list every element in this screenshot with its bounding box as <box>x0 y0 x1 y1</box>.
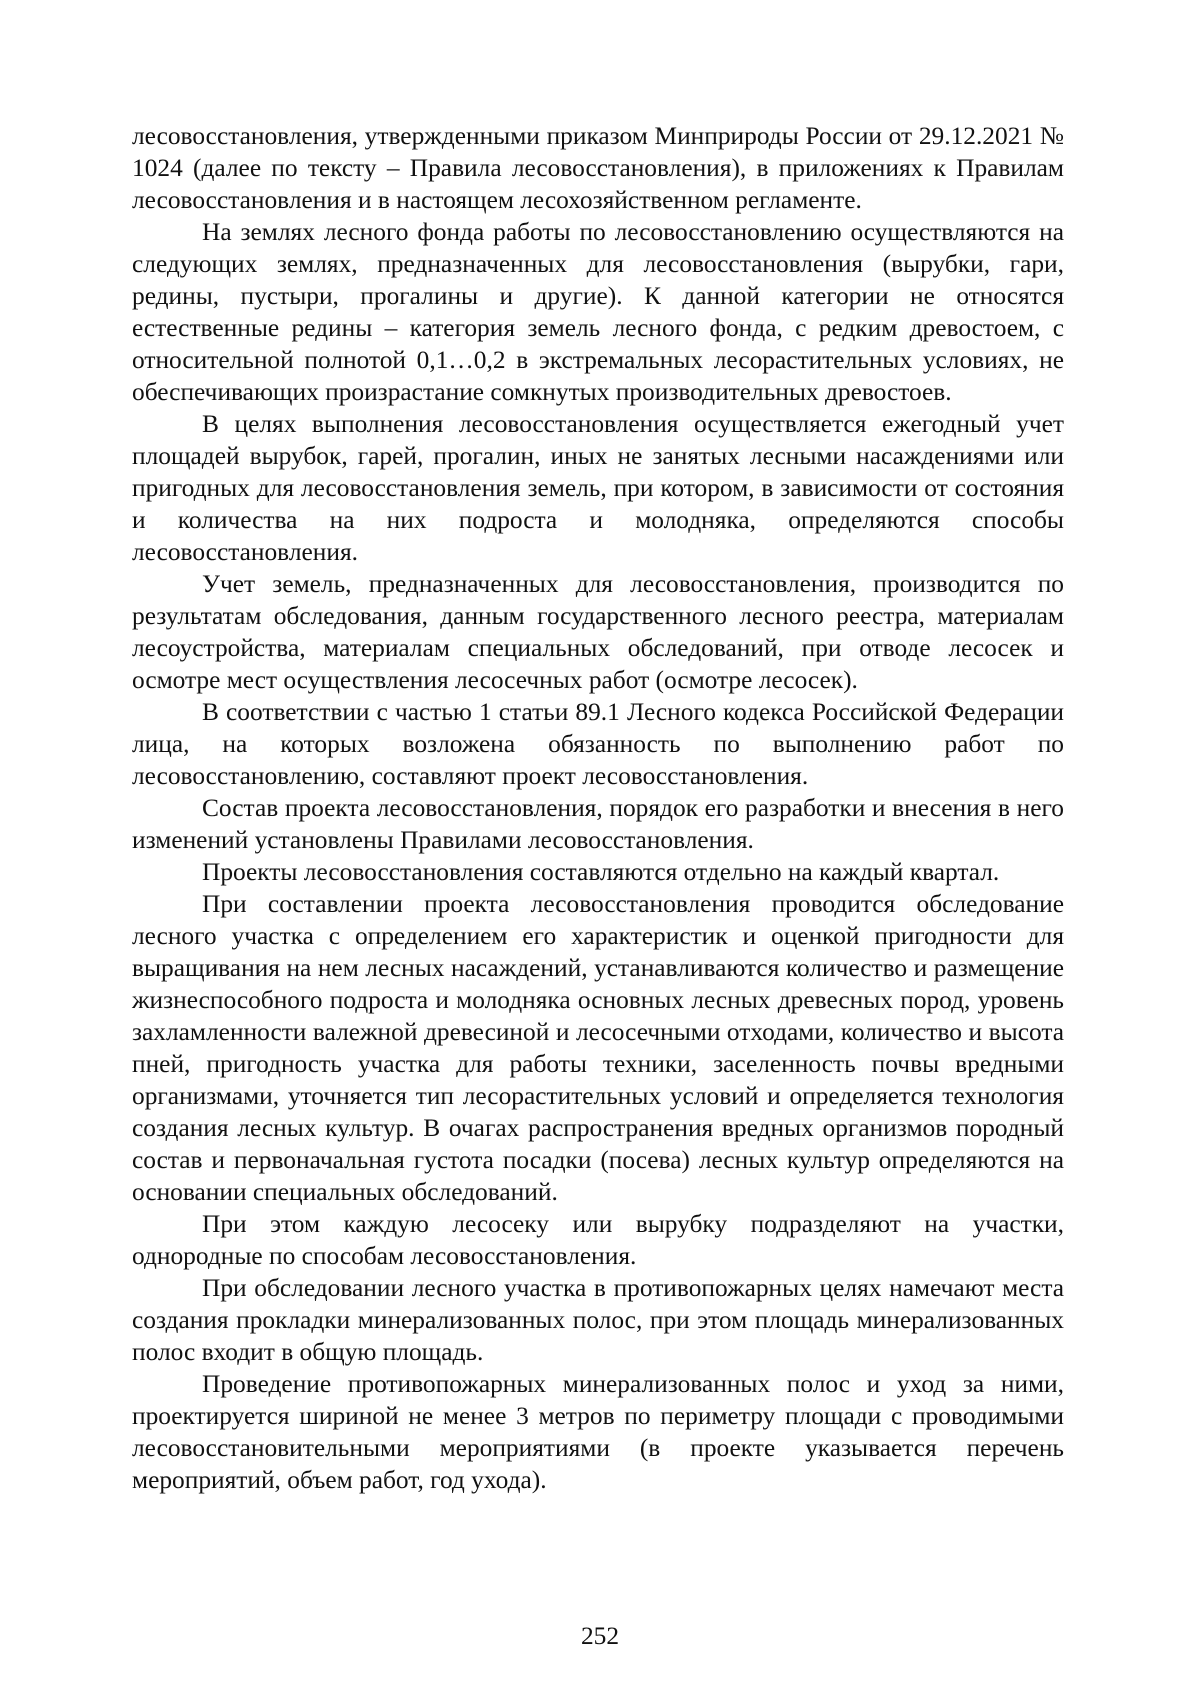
paragraph: Проведение противопожарных минерализованных полос и уход за ними, проектируется шириной не менее 3 метров по периметру площади с проводимыми лесовосстановительными мероприятиями (в проекте указывается перечень мероприятий, объем работ, год ухода). <box>132 1370 1064 1494</box>
paragraph: При обследовании лесного участка в противопожарных целях намечают места создания прокладки минерализованных полос, при этом площадь минерализованных полос входит в общую площадь. <box>132 1274 1064 1366</box>
paragraph: При этом каждую лесосеку или вырубку подразделяют на участки, однородные по способам лесовосстановления. <box>132 1210 1064 1270</box>
paragraph: На землях лесного фонда работы по лесовосстановлению осуществляются на следующих землях, предназначенных для лесовосстановления (вырубки, гари, редины, пустыри, прогалины и другие). К данной категории не относятся естественные редины – категория земель лесного фонда, с редким древостоем, с относительной полнотой 0,1…0,2 в экстремальных лесорастительных условиях, не обеспечивающих произрастание сомкнутых производительных древостоев. <box>132 218 1064 406</box>
paragraph: В соответствии с частью 1 статьи 89.1 Лесного кодекса Российской Федерации лица, на которых возложена обязанность по выполнению работ по лесовосстановлению, составляют проект лесовосстановления. <box>132 698 1064 790</box>
page-number: 252 <box>580 1622 620 1650</box>
paragraph: При составлении проекта лесовосстановления проводится обследование лесного участка с определением его характеристик и оценкой пригодности для выращивания на нем лесных насаждений, устанавливаются количество и размещение жизнеспособного подроста и молодняка основных лесных древесных пород, уровень захламленности валежной древесиной и лесосечными отходами, количество и высота пней, пригодность участка для работы техники, заселенность почвы вредными организмами, уточняется тип лесорастительных условий и определяется технология создания лесных культур. В очагах распространения вредных организмов породный состав и первоначальная густота посадки (посева) лесных культур определяются на основании специальных обследований. <box>132 890 1064 1206</box>
page-body-text <box>132 120 1064 1496</box>
paragraph: В целях выполнения лесовосстановления осуществляется ежегодный учет площадей вырубок, гарей, прогалин, иных не занятых лесными насаждениями или пригодных для лесовосстановления земель, при котором, в зависимости от состояния и количества на них подроста и молодняка, определяются способы лесовосстановления. <box>132 410 1064 566</box>
paragraph: Учет земель, предназначенных для лесовосстановления, производится по результатам обследования, данным государственного лесного реестра, материалам лесоустройства, материалам специальных обследований, при отводе лесосек и осмотре мест осуществления лесосечных работ (осмотре лесосек). <box>132 570 1064 694</box>
paragraph-continuation: лесовосстановления, утвержденными приказом Минприроды России от 29.12.2021 № 1024 (далее по тексту – Правила лесовосстановления), в приложениях к Правилам лесовосстановления и в настоящем лесохозяйственном регламенте. <box>132 122 1064 214</box>
paragraph: Состав проекта лесовосстановления, порядок его разработки и внесения в него изменений установлены Правилами лесовосстановления. <box>132 794 1064 854</box>
paragraph: Проекты лесовосстановления составляются отдельно на каждый квартал. <box>202 858 1000 886</box>
